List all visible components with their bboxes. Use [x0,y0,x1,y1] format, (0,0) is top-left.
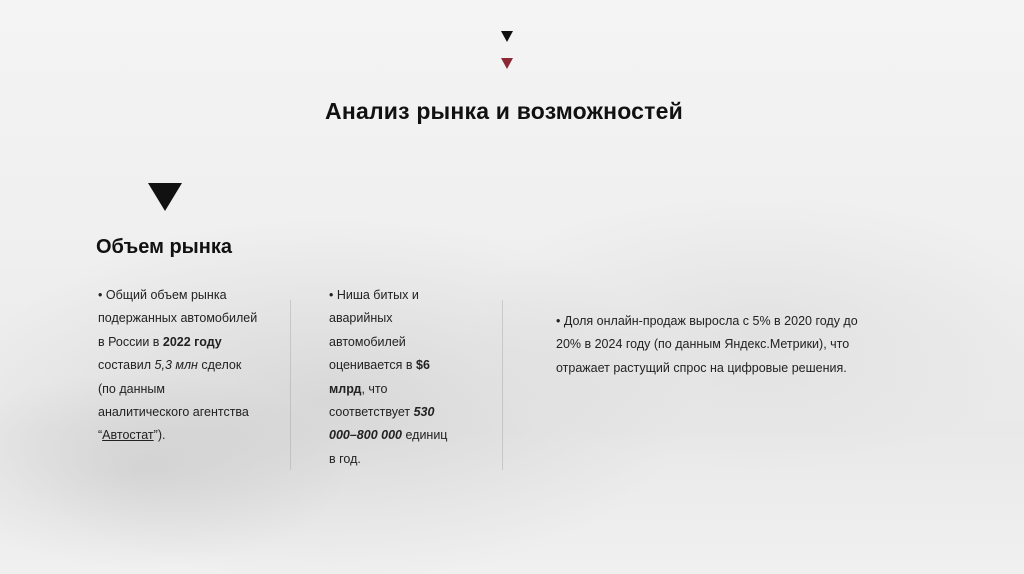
triangle-down-large-icon [148,183,182,211]
triangle-down-icon [501,31,513,42]
section-heading: Объем рынка [96,236,232,258]
column-divider [502,300,503,470]
triangle-down-red-icon [501,58,513,69]
autostat-link: Автостат [102,428,154,443]
column-divider [290,300,291,470]
online-sales-share-text: • Доля онлайн-продаж выросла с 5% в 2020 году до 20% в 2024 году (по данным Яндекс.Метрики), что отражает растущий спрос на цифровые решения. [556,314,858,375]
market-volume-text: • Общий объем рынка подержанных автомобилей в России в 2022 году составил 5,3 млн сделок (по данным аналитического агентства “Автостат”). [98,288,258,443]
slide-title: Анализ рынка и возможностей [325,98,683,124]
damaged-cars-niche-text: • Ниша битых и аварийных автомобилей оценивается в $6 млрд, что соответствует 530 000–800 000 единиц в год. [329,288,448,466]
